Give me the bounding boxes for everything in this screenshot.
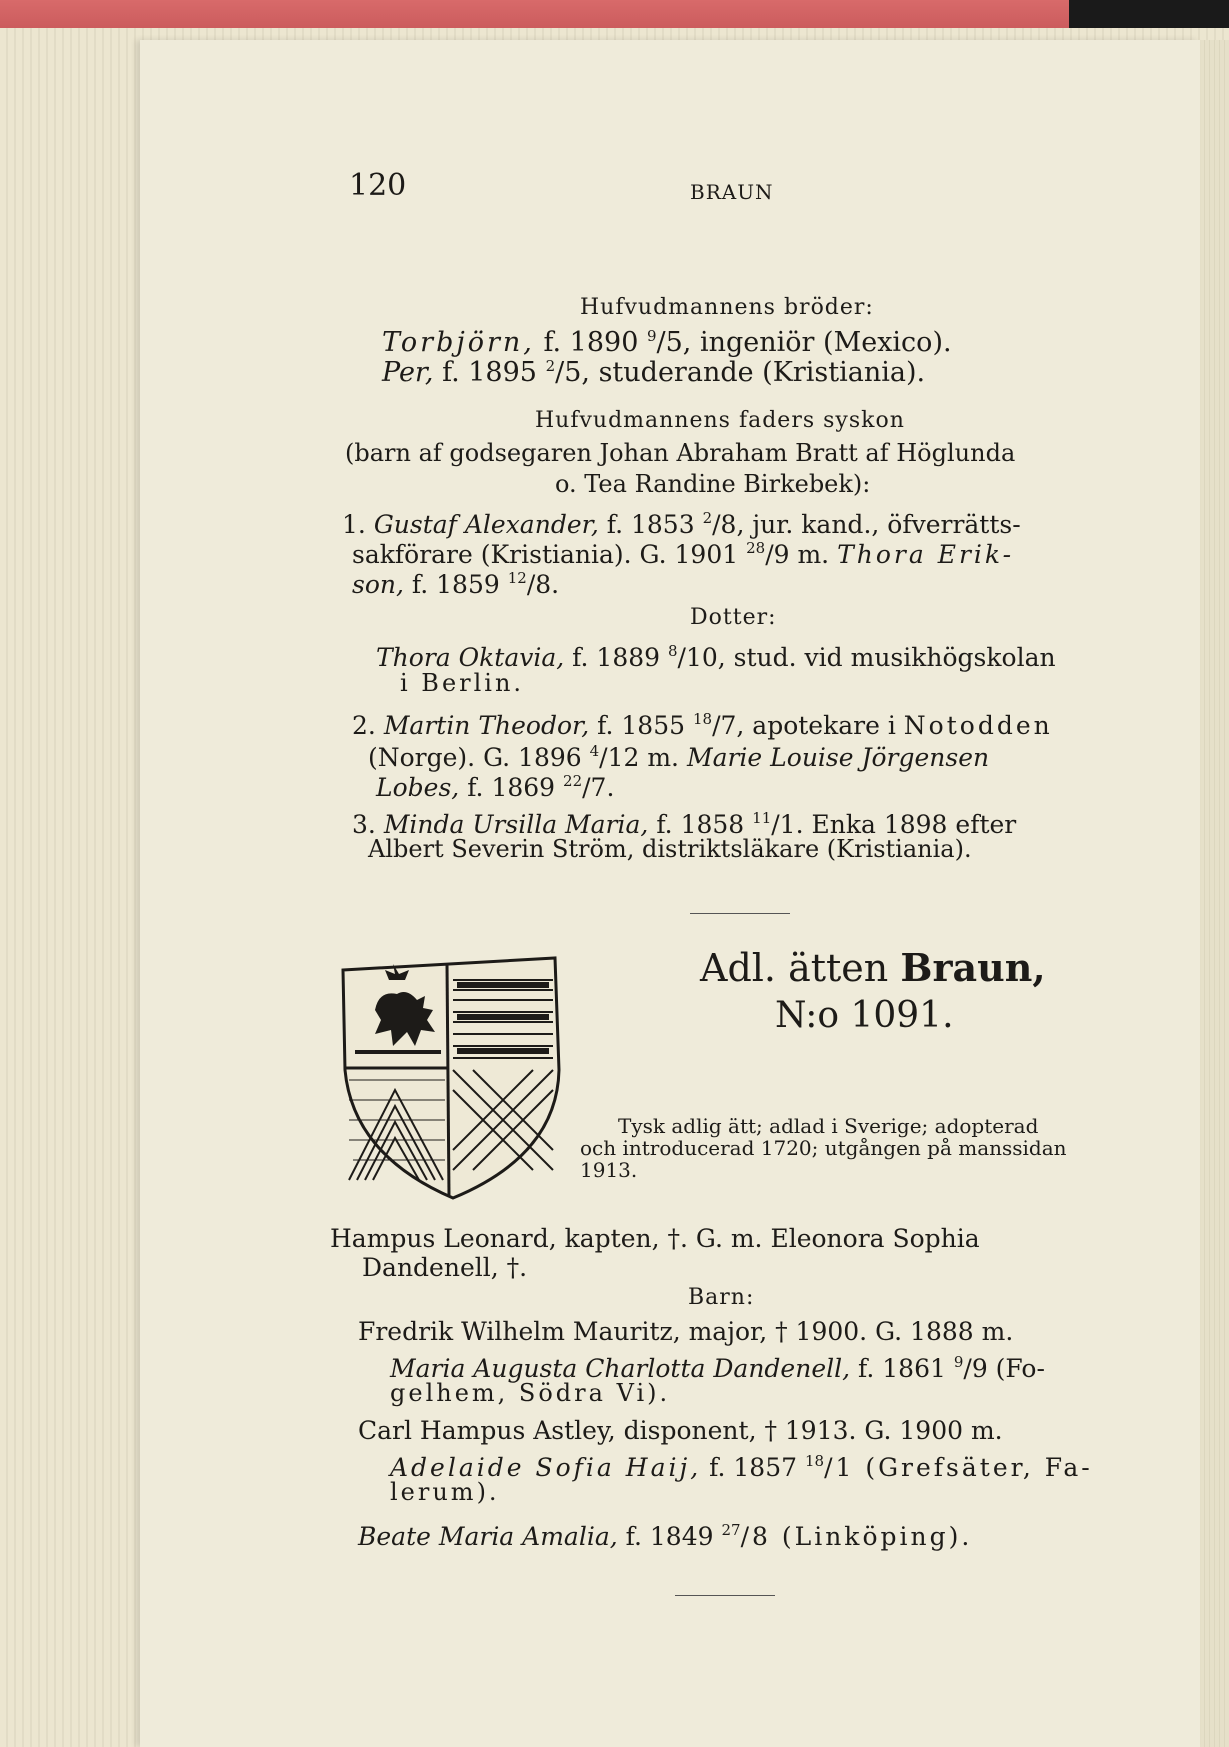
brother-entry: Torbjörn, f. 1890 $^9$/5, ingeniör (Mexico). <box>382 327 952 358</box>
child-3-line-1: Beate Maria Amalia, f. 1849 $^{27}$/8 (Linköping). <box>358 1521 973 1551</box>
family-note-1: Tysk adlig ätt; adlad i Sverige; adopterad <box>618 1114 1039 1138</box>
sibling-1-line-1: 1. Gustaf Alexander, f. 1853 $^2$/8, jur. kand., öfverrätts- <box>342 509 1021 539</box>
brother-entry: Per, f. 1895 $^2$/5, studerande (Kristiania). <box>382 357 926 388</box>
book-page <box>140 40 1200 1747</box>
section-divider <box>690 913 790 914</box>
daughter-heading: Dotter: <box>690 605 777 630</box>
father-siblings-heading: Hufvudmannens faders syskon <box>535 408 905 433</box>
family-note-3: 1913. <box>580 1158 638 1182</box>
child-1-line-1: Fredrik Wilhelm Mauritz, major, † 1900. G. 1888 m. <box>358 1317 1014 1346</box>
sibling-2-line-1: 2. Martin Theodor, f. 1855 $^{18}$/7, apotekare i Notodden <box>352 710 1053 740</box>
children-heading: Barn: <box>688 1285 755 1310</box>
child-1-line-2: Maria Augusta Charlotta Dandenell, f. 1861 $^9$/9 (Fo- <box>390 1353 1045 1383</box>
family-title: Adl. ätten Braun, <box>700 945 1046 990</box>
child-2-line-2: Adelaide Sofia Haij, f. 1857 $^{18}$/1 (Grefsäter, Fa- <box>390 1452 1093 1482</box>
page-content <box>140 40 1200 1747</box>
daughter-line-1: Thora Oktavia, f. 1889 $^8$/10, stud. vid musikhögskolan <box>376 642 1056 672</box>
father-siblings-intro-1: (barn af godsegaren Johan Abraham Bratt af Höglunda <box>345 439 1016 467</box>
page-edge-right <box>1200 40 1229 1747</box>
running-head: BRAUN <box>690 180 774 204</box>
sibling-2-line-2: (Norge). G. 1896 $^4$/12 m. Marie Louise Jörgensen <box>368 742 990 772</box>
child-2-line-3: lerum). <box>390 1478 500 1506</box>
sibling-1-line-3: son, f. 1859 $^{12}$/8. <box>352 569 560 599</box>
coat-of-arms-image <box>335 950 563 1202</box>
father-siblings-intro-2: o. Tea Randine Birkebek): <box>555 470 871 498</box>
sibling-1-line-2: sakförare (Kristiania). G. 1901 $^{28}$/9 m. Thora Erik- <box>352 539 1015 569</box>
page-number: 120 <box>349 168 407 203</box>
sibling-2-line-3: Lobes, f. 1869 $^{22}$/7. <box>376 772 615 802</box>
head-line-2: Dandenell, †. <box>362 1253 528 1282</box>
brothers-heading: Hufvudmannens bröder: <box>580 295 874 320</box>
end-divider <box>675 1595 775 1596</box>
family-note-2: och introducerad 1720; utgången på manssidan <box>580 1136 1067 1160</box>
family-number: N:o 1091. <box>775 995 954 1036</box>
child-1-line-3: gelhem, Södra Vi). <box>390 1379 671 1407</box>
child-2-line-1: Carl Hampus Astley, disponent, † 1913. G. 1900 m. <box>358 1416 1003 1445</box>
sibling-3-line-1: 3. Minda Ursilla Maria, f. 1858 $^{11}$/1. Enka 1898 efter <box>352 809 1017 839</box>
daughter-line-2: i Berlin. <box>400 669 525 697</box>
head-line-1: Hampus Leonard, kapten, †. G. m. Eleonora Sophia <box>330 1224 980 1253</box>
sibling-3-line-2: Albert Severin Ström, distriktsläkare (Kristiania). <box>368 835 972 863</box>
